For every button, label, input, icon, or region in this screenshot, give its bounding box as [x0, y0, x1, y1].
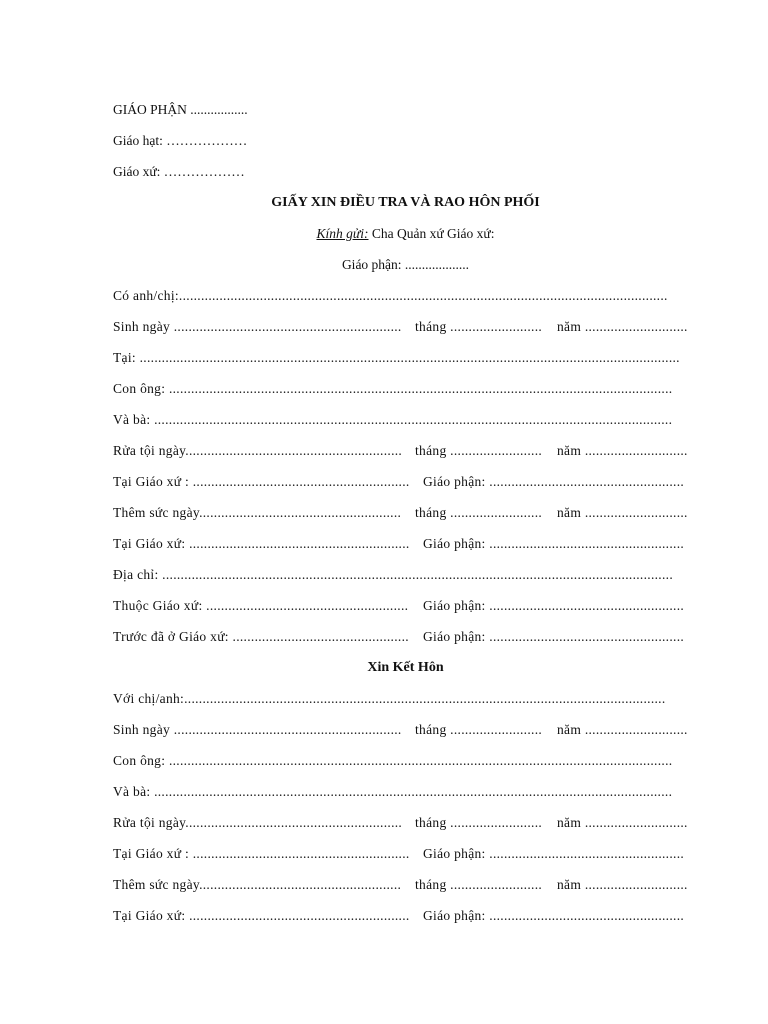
field-sinh-ngay: Sinh ngày .............................................................. — [113, 319, 402, 334]
field-rua-toi-thang: tháng ......................... — [415, 443, 543, 458]
field-giao-phan: Giáo phận: ..................................................... — [423, 908, 685, 923]
row-thuoc-giao-xu — [113, 596, 698, 616]
field-sinh-ngay: Sinh ngày .............................................................. — [113, 722, 402, 737]
field-giao-phan: Giáo phận: ..................................................... — [423, 598, 685, 613]
row-tai-giao-xu-1 — [113, 472, 698, 492]
field-voi-chi-anh: Với chị/anh:................................................................................................................................... — [113, 691, 666, 706]
field-giao-phan: Giáo phận: ..................................................... — [423, 629, 685, 644]
address-text: Cha Quản xứ Giáo xứ: — [368, 226, 495, 241]
row-sinh-ngay-2 — [113, 720, 698, 740]
field-rua-toi-nam: năm ............................ — [557, 815, 688, 830]
address-prefix: Kính gửi: — [316, 226, 369, 241]
row-tai-giao-xu-3 — [113, 844, 698, 864]
field-truoc-da-o-giao-xu: Trước đã ở Giáo xứ: ................................................ — [113, 629, 409, 644]
field-thang: tháng ......................... — [415, 722, 543, 737]
field-con-ong-1: Con ông: ......................................................................................................................................... — [113, 381, 673, 396]
field-giao-phan: Giáo phận: ..................................................... — [423, 474, 685, 489]
field-them-suc-nam: năm ............................ — [557, 505, 688, 520]
field-giao-phan: Giáo phận: ..................................................... — [423, 846, 685, 861]
field-tai-giao-xu: Tại Giáo xứ : ........................................................... — [113, 846, 410, 861]
field-rua-toi-thang: tháng ......................... — [415, 815, 543, 830]
document-title: GIẤY XIN ĐIỀU TRA VÀ RAO HÔN PHỐI — [271, 195, 540, 210]
field-them-suc-thang: tháng ......................... — [415, 877, 543, 892]
field-rua-toi-ngay: Rửa tội ngày........................................................... — [113, 443, 403, 458]
field-dia-chi: Địa chỉ: ........................................................................................................................................... — [113, 567, 674, 582]
field-con-ong-2: Con ông: ......................................................................................................................................... — [113, 753, 673, 768]
field-nam: năm ............................ — [557, 722, 688, 737]
field-tai-giao-xu: Tại Giáo xứ : ........................................................... — [113, 474, 410, 489]
row-tai-giao-xu-2 — [113, 534, 698, 554]
field-va-ba-1: Và bà: ............................................................................................................................................. — [113, 412, 673, 427]
section-title-xin-ket-hon: Xin Kết Hôn — [367, 660, 444, 675]
field-them-suc-thang: tháng ......................... — [415, 505, 543, 520]
field-thuoc-giao-xu: Thuộc Giáo xứ: ....................................................... — [113, 598, 409, 613]
row-them-suc-1 — [113, 503, 698, 523]
field-rua-toi-nam: năm ............................ — [557, 443, 688, 458]
row-them-suc-2 — [113, 875, 698, 895]
address-line — [113, 224, 698, 244]
field-tai-giao-xu: Tại Giáo xứ: ............................................................ — [113, 908, 410, 923]
field-them-suc-nam: năm ............................ — [557, 877, 688, 892]
giao-xu-header: Giáo xứ: ……………… — [113, 164, 245, 179]
field-nam: năm ............................ — [557, 319, 688, 334]
giao-phan-header: GIÁO PHẬN ................. — [113, 102, 248, 117]
row-sinh-ngay-1 — [113, 317, 698, 337]
giao-hat-header: Giáo hạt: ……………… — [113, 133, 248, 148]
field-co-anh-chi: Có anh/chị:..................................................................................................................................... — [113, 288, 668, 303]
row-rua-toi-2 — [113, 813, 698, 833]
field-va-ba-2: Và bà: ............................................................................................................................................. — [113, 784, 673, 799]
row-truoc-da-o — [113, 627, 698, 647]
field-tai-giao-xu: Tại Giáo xứ: ............................................................ — [113, 536, 410, 551]
row-tai-giao-xu-4 — [113, 906, 698, 926]
field-thang: tháng ......................... — [415, 319, 543, 334]
field-them-suc-ngay: Thêm sức ngày....................................................... — [113, 505, 402, 520]
row-rua-toi-1 — [113, 441, 698, 461]
field-giao-phan: Giáo phận: ..................................................... — [423, 536, 685, 551]
field-rua-toi-ngay: Rửa tội ngày........................................................... — [113, 815, 403, 830]
field-tai: Tại: ................................................................................................................................................... — [113, 350, 680, 365]
address-giao-phan: Giáo phận: ................... — [341, 257, 470, 272]
field-them-suc-ngay: Thêm sức ngày....................................................... — [113, 877, 402, 892]
